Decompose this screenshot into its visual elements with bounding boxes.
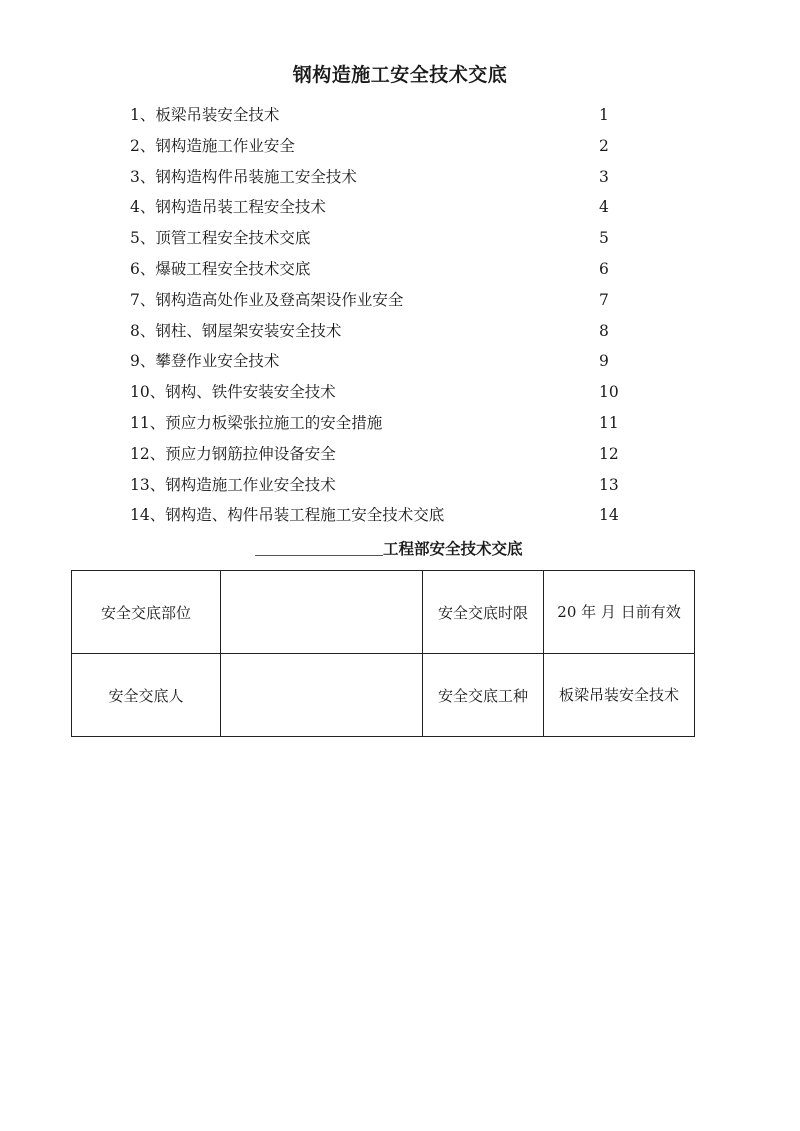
briefing-trade-label: 安全交底工种 bbox=[423, 654, 544, 737]
briefing-person-label: 安全交底人 bbox=[72, 654, 221, 737]
toc-page-number: 8 bbox=[599, 321, 609, 340]
toc-item bbox=[130, 285, 630, 316]
toc-item bbox=[130, 470, 630, 501]
toc-page-number: 11 bbox=[599, 413, 619, 432]
toc-item-label: 6、爆破工程安全技术交底 bbox=[130, 259, 311, 278]
document-title: 钢构造施工安全技术交底 bbox=[292, 64, 508, 86]
safety-briefing-table bbox=[71, 570, 695, 737]
table-row bbox=[72, 654, 695, 737]
toc-item bbox=[130, 223, 630, 254]
toc-item bbox=[130, 439, 630, 470]
section-subtitle bbox=[255, 537, 523, 561]
briefing-person-value bbox=[221, 654, 423, 737]
toc-page-number: 1 bbox=[599, 106, 609, 124]
toc-item-label: 4、钢构造吊装工程安全技术 bbox=[130, 198, 326, 217]
toc-page-number: 5 bbox=[599, 229, 609, 248]
table-of-contents bbox=[130, 100, 630, 531]
toc-item bbox=[130, 100, 630, 131]
toc-item bbox=[130, 408, 630, 439]
toc-item-label: 5、顶管工程安全技术交底 bbox=[130, 229, 311, 248]
toc-item bbox=[130, 254, 630, 285]
toc-page-number: 6 bbox=[599, 259, 609, 278]
toc-page-number: 2 bbox=[599, 136, 609, 155]
toc-item-label: 2、钢构造施工作业安全 bbox=[130, 136, 295, 155]
toc-item-label: 10、钢构、铁件安装安全技术 bbox=[130, 383, 336, 402]
toc-item-label: 7、钢构造高处作业及登高架设作业安全 bbox=[130, 290, 404, 309]
toc-item-label: 3、钢构造构件吊装施工安全技术 bbox=[130, 167, 357, 186]
briefing-time-limit-label: 安全交底时限 bbox=[423, 571, 544, 654]
toc-page-number: 10 bbox=[599, 383, 619, 402]
toc-item-label: 13、钢构造施工作业安全技术 bbox=[130, 475, 336, 494]
briefing-time-limit-value: 20 年 月 日前有效 bbox=[544, 571, 695, 654]
toc-item-label: 8、钢柱、钢屋架安装安全技术 bbox=[130, 321, 342, 340]
toc-page-number: 12 bbox=[599, 444, 619, 463]
toc-item bbox=[130, 500, 630, 531]
toc-page-number: 13 bbox=[599, 475, 619, 494]
toc-item bbox=[130, 377, 630, 408]
toc-page-number: 4 bbox=[599, 198, 609, 217]
briefing-location-value bbox=[221, 571, 423, 654]
toc-item-label: 11、预应力板梁张拉施工的安全措施 bbox=[130, 413, 383, 432]
toc-item bbox=[130, 131, 630, 162]
briefing-location-label: 安全交底部位 bbox=[72, 571, 221, 654]
toc-item-label: 12、预应力钢筋拉伸设备安全 bbox=[130, 444, 336, 463]
toc-page-number: 14 bbox=[599, 506, 619, 525]
toc-item bbox=[130, 316, 630, 347]
project-name-blank bbox=[255, 537, 383, 556]
toc-page-number: 9 bbox=[599, 352, 609, 371]
toc-item-label: 14、钢构造、构件吊装工程施工安全技术交底 bbox=[130, 506, 445, 525]
briefing-trade-value: 板梁吊装安全技术 bbox=[544, 654, 695, 737]
table-row bbox=[72, 571, 695, 654]
toc-item-label: 1、板梁吊装安全技术 bbox=[130, 106, 280, 124]
toc-item bbox=[130, 192, 630, 223]
section-subtitle-text: 工程部安全技术交底 bbox=[383, 539, 523, 558]
toc-item-label: 9、攀登作业安全技术 bbox=[130, 352, 280, 371]
toc-item bbox=[130, 346, 630, 377]
toc-page-number: 3 bbox=[599, 167, 609, 186]
toc-item bbox=[130, 162, 630, 193]
toc-page-number: 7 bbox=[599, 290, 609, 309]
